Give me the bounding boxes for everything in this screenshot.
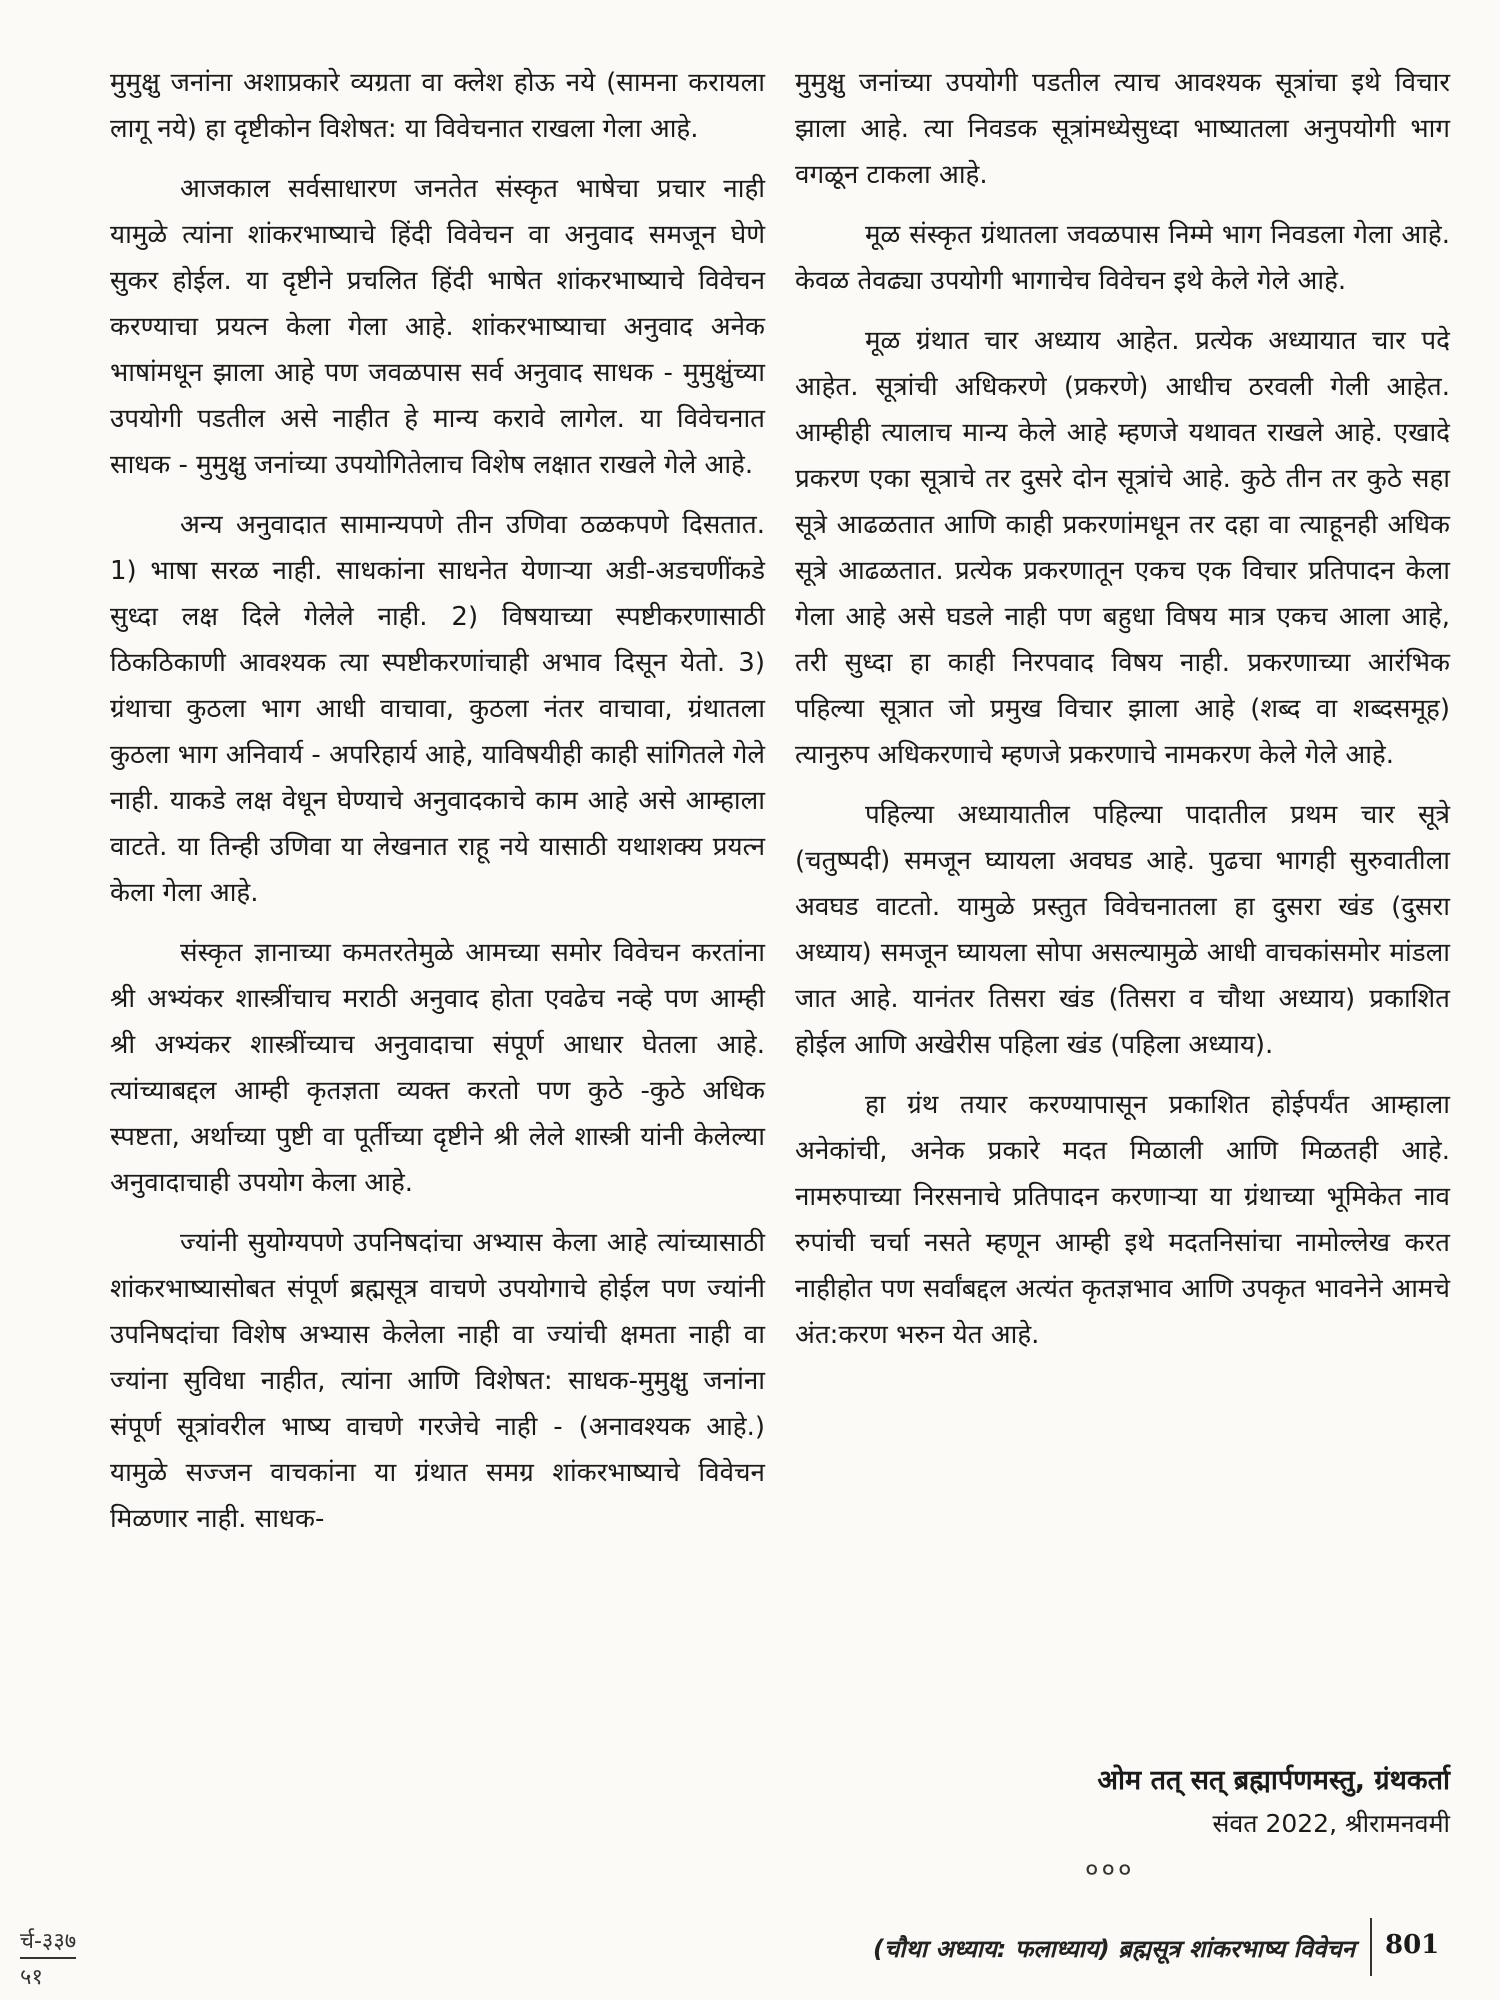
footer-divider (1370, 1918, 1372, 1976)
page-number: 801 (1385, 1930, 1440, 1960)
end-mark: ००० (1085, 1855, 1135, 1885)
left-paragraph-5: ज्यांनी सुयोग्यपणे उपनिषदांचा अभ्यास केला आहे त्यांच्यासाठी शांकरभाष्यासोबत संपूर्ण ब्रह्मसूत्र वाचणे उपयोगाचे होईल पण ज्यांनी उपनिषदांचा विशेष अभ्यास केलेला नाही वा ज्यांची क्षमता नाही वा ज्यांना सुविधा नाहीत, त्यांना आणि विशेषत: साधक-मुमुक्षु जनांना संपूर्ण सूत्रांवरील भाष्य वाचणे गरजेचे नाही - (अनावश्यक आहे.) यामुळे सज्जन वाचकांना या ग्रंथात समग्र शांकरभाष्याचे विवेचन मिळणार नाही. साधक- (110, 1228, 765, 1534)
stamp-top: र्च-३३७ (20, 1925, 76, 1959)
stamp-bottom: ५१ (20, 1965, 43, 1990)
right-paragraph-1: मुमुक्षु जनांच्या उपयोगी पडतील त्याच आवश्यक सूत्रांचा इथे विचार झाला आहे. त्या निवडक सूत्रांमध्येसुध्दा भाष्यातला अनुपयोगी भाग वगळून टाकला आहे. (795, 68, 1450, 190)
right-paragraph-3: मूळ ग्रंथात चार अध्याय आहेत. प्रत्येक अध्यायात चार पदे आहेत. सूत्रांची अधिकरणे (प्रकरणे) आधीच ठरवली गेली आहेत. आम्हीही त्यालाच मान्य केले आहे म्हणजे यथावत राखले आहे. एखादे प्रकरण एका सूत्राचे तर दुसरे दोन सूत्रांचे आहे. कुठे तीन तर कुठे सहा सूत्रे आढळतात आणि काही प्रकरणांमधून तर दहा वा त्याहूनही अधिक सूत्रे आढळतात. प्रत्येक प्रकरणातून एकच एक विचार प्रतिपादन केला गेला आहे असे घडले नाही पण बहुधा विषय मात्र एकच आला आहे, तरी सुध्दा हा काही निरपवाद विषय नाही. प्रकरणाच्या आरंभिक पहिल्या सूत्रात जो प्रमुख विचार झाला आहे (शब्द वा शब्दसमूह) त्यानुरुप अधिकरणाचे म्हणजे प्रकरणाचे नामकरण केले गेले आहे. (795, 326, 1450, 770)
running-title: (चौथा अध्याय: फलाध्याय) ब्रह्मसूत्र शांकरभाष्य विवेचन (873, 1935, 1355, 1963)
left-paragraph-4: संस्कृत ज्ञानाच्या कमतरतेमुळे आमच्या समोर विवेचन करतांना श्री अभ्यंकर शास्त्रींचाच मराठी अनुवाद होता एवढेच नव्हे पण आम्ही श्री अभ्यंकर शास्त्रींच्याच अनुवादाचा संपूर्ण आधार घेतला आहे. त्यांच्याबद्दल आम्ही कृतज्ञता व्यक्त करतो पण कुठे -कुठे अधिक स्पष्टता, अर्थाच्या पुष्टी वा पूर्तीच्या दृष्टीने श्री लेले शास्त्री यांनी केलेल्या अनुवादाचाही उपयोग केला आहे. (110, 938, 765, 1198)
catalog-stamp (20, 1925, 76, 1991)
right-paragraph-5: हा ग्रंथ तयार करण्यापासून प्रकाशित होईपर्यंत आम्हाला अनेकांची, अनेक प्रकारे मदत मिळाली आणि मिळतही आहे. नामरुपाच्या निरसनाचे प्रतिपादन करणाऱ्या या ग्रंथाच्या भूमिकेत नाव रुपांची चर्चा नसते म्हणून आम्ही इथे मदतनिसांचा नामोल्लेख करत नाहीहोत पण सर्वांबद्दल अत्यंत कृतज्ञभाव आणि उपकृत भावनेने आमचे अंत:करण भरुन येत आहे. (795, 1090, 1450, 1350)
right-paragraph-4: पहिल्या अध्यायातील पहिल्या पादातील प्रथम चार सूत्रे (चतुष्पदी) समजून घ्यायला अवघड आहे. पुढचा भागही सुरुवातीला अवघड वाटतो. यामुळे प्रस्तुत विवेचनातला हा दुसरा खंड (दुसरा अध्याय) समजून घ्यायला सोपा असल्यामुळे आधी वाचकांसमोर मांडला जात आहे. यानंतर तिसरा खंड (तिसरा व चौथा अध्याय) प्रकाशित होईल आणि अखेरीस पहिला खंड (पहिला अध्याय). (795, 800, 1450, 1060)
signature-line: ओम तत् सत् ब्रह्मार्पणमस्तु, ग्रंथकर्ता (1097, 1765, 1450, 1796)
left-paragraph-3: अन्य अनुवादात सामान्यपणे तीन उणिवा ठळकपणे दिसतात. 1) भाषा सरळ नाही. साधकांना साधनेत येणाऱ्या अडी-अडचणींकडे सुध्दा लक्ष दिले गेलेले नाही. 2) विषयाच्या स्पष्टीकरणासाठी ठिकठिकाणी आवश्यक त्या स्पष्टीकरणांचाही अभाव दिसून येतो. 3) ग्रंथाचा कुठला भाग आधी वाचावा, कुठला नंतर वाचावा, ग्रंथातला कुठला भाग अनिवार्य - अपरिहार्य आहे, याविषयीही काही सांगितले गेले नाही. याकडे लक्ष वेधून घेण्याचे अनुवादकाचे काम आहे असे आम्हाला वाटते. या तिन्ही उणिवा या लेखनात राहू नये यासाठी यथाशक्य प्रयत्न केला गेला आहे. (110, 510, 765, 908)
left-paragraph-1: मुमुक्षु जनांना अशाप्रकारे व्यग्रता वा क्लेश होऊ नये (सामना करायला लागू नये) हा दृष्टीकोन विशेषत: या विवेचनात राखला गेला आहे. (110, 68, 765, 144)
left-column (110, 60, 765, 1556)
right-paragraph-2: मूळ संस्कृत ग्रंथातला जवळपास निम्मे भाग निवडला गेला आहे. केवळ तेवढ्या उपयोगी भागाचेच विवेचन इथे केले गेले आहे. (795, 220, 1450, 296)
right-column (795, 60, 1450, 1372)
signature-date: संवत 2022, श्रीरामनवमी (1212, 1809, 1450, 1838)
left-paragraph-2: आजकाल सर्वसाधारण जनतेत संस्कृत भाषेचा प्रचार नाही यामुळे त्यांना शांकरभाष्याचे हिंदी विवेचन वा अनुवाद समजून घेणे सुकर होईल. या दृष्टीने प्रचलित हिंदी भाषेत शांकरभाष्याचे विवेचन करण्याचा प्रयत्न केला गेला आहे. शांकरभाष्याचा अनुवाद अनेक भाषांमधून झाला आहे पण जवळपास सर्व अनुवाद साधक - मुमुक्षुंच्या उपयोगी पडतील असे नाहीत हे मान्य करावे लागेल. या विवेचनात साधक - मुमुक्षु जनांच्या उपयोगितेलाच विशेष लक्षात राखले गेले आहे. (110, 174, 765, 480)
